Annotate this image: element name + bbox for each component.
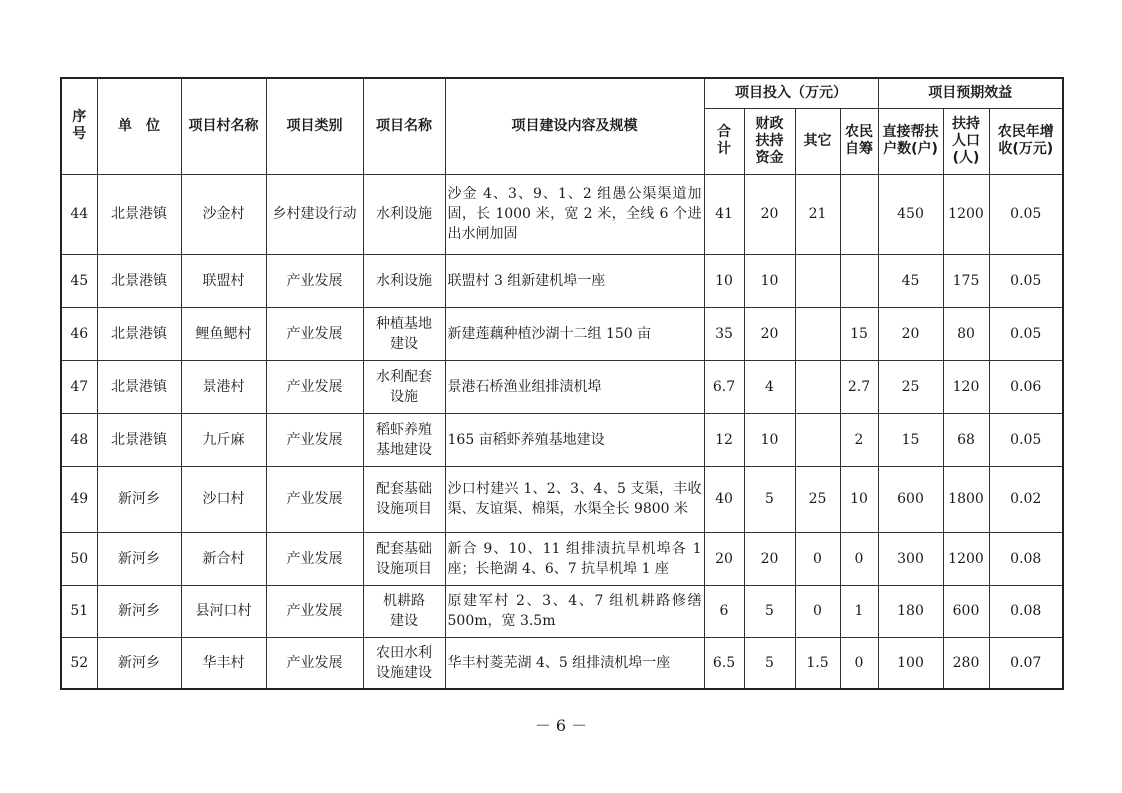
- cell-other: 1.5: [795, 637, 840, 689]
- cell-fiscal: 5: [744, 637, 795, 689]
- header-content: 项目建设内容及规模: [445, 78, 704, 174]
- cell-village: 县河口村: [181, 585, 266, 637]
- cell-fiscal: 10: [744, 413, 795, 466]
- cell-other: [795, 254, 840, 307]
- cell-total: 35: [704, 307, 744, 360]
- cell-total: 40: [704, 466, 744, 532]
- cell-total: 20: [704, 532, 744, 585]
- cell-population: 1800: [943, 466, 989, 532]
- cell-other: 21: [795, 174, 840, 254]
- cell-fiscal: 4: [744, 360, 795, 413]
- project-table: [60, 77, 1064, 690]
- cell-households: 180: [878, 585, 943, 637]
- table-row: [61, 254, 1063, 307]
- cell-content: 景港石桥渔业组排渍机埠: [445, 360, 704, 413]
- cell-population: 80: [943, 307, 989, 360]
- header-investment-group: 项目投入（万元）: [704, 78, 878, 108]
- page-number: － 6 －: [534, 716, 588, 735]
- header-population: 扶持人口(人): [943, 108, 989, 174]
- cell-seq: 50: [61, 532, 97, 585]
- cell-category: 产业发展: [266, 585, 363, 637]
- cell-category: 产业发展: [266, 532, 363, 585]
- header-seq: 序号: [61, 78, 97, 174]
- cell-unit: 新河乡: [97, 637, 181, 689]
- cell-income: 0.05: [989, 307, 1063, 360]
- cell-total: 12: [704, 413, 744, 466]
- cell-self-raised: 15: [840, 307, 878, 360]
- cell-total: 6.5: [704, 637, 744, 689]
- cell-seq: 46: [61, 307, 97, 360]
- cell-seq: 51: [61, 585, 97, 637]
- header-unit: 单 位: [97, 78, 181, 174]
- cell-households: 15: [878, 413, 943, 466]
- cell-content: 原建军村 2、3、4、7 组机耕路修缮 500m，宽 3.5m: [445, 585, 704, 637]
- header-fiscal: 财政扶持资金: [744, 108, 795, 174]
- cell-households: 450: [878, 174, 943, 254]
- cell-unit: 新河乡: [97, 585, 181, 637]
- cell-content: 联盟村 3 组新建机埠一座: [445, 254, 704, 307]
- header-households: 直接帮扶户数(户): [878, 108, 943, 174]
- table-row: [61, 307, 1063, 360]
- cell-other: [795, 360, 840, 413]
- cell-seq: 45: [61, 254, 97, 307]
- cell-name: 种植基地建设: [363, 307, 445, 360]
- cell-total: 6: [704, 585, 744, 637]
- cell-other: [795, 307, 840, 360]
- cell-income: 0.02: [989, 466, 1063, 532]
- cell-population: 280: [943, 637, 989, 689]
- cell-content: 新建莲藕种植沙湖十二组 150 亩: [445, 307, 704, 360]
- cell-content: 沙金 4、3、9、1、2 组愚公渠渠道加固，长 1000 米，宽 2 米，全线 6 个进出水闸加固: [445, 174, 704, 254]
- cell-households: 20: [878, 307, 943, 360]
- cell-content: 165 亩稻虾养殖基地建设: [445, 413, 704, 466]
- cell-village: 华丰村: [181, 637, 266, 689]
- cell-fiscal: 5: [744, 466, 795, 532]
- table-row: [61, 413, 1063, 466]
- cell-self-raised: 0: [840, 637, 878, 689]
- header-other: 其它: [795, 108, 840, 174]
- cell-name: 水利设施: [363, 174, 445, 254]
- cell-content: 沙口村建兴 1、2、3、4、5 支渠，丰收渠、友谊渠、棉渠，水渠全长 9800 米: [445, 466, 704, 532]
- cell-village: 九斤麻: [181, 413, 266, 466]
- cell-fiscal: 20: [744, 174, 795, 254]
- cell-seq: 47: [61, 360, 97, 413]
- cell-income: 0.08: [989, 585, 1063, 637]
- cell-category: 产业发展: [266, 360, 363, 413]
- cell-name: 稻虾养殖基地建设: [363, 413, 445, 466]
- header-category: 项目类别: [266, 78, 363, 174]
- cell-total: 41: [704, 174, 744, 254]
- cell-content: 华丰村菱芜湖 4、5 组排渍机埠一座: [445, 637, 704, 689]
- cell-population: 120: [943, 360, 989, 413]
- cell-fiscal: 10: [744, 254, 795, 307]
- cell-unit: 北景港镇: [97, 307, 181, 360]
- cell-self-raised: 0: [840, 532, 878, 585]
- cell-category: 产业发展: [266, 254, 363, 307]
- cell-other: 25: [795, 466, 840, 532]
- cell-households: 100: [878, 637, 943, 689]
- cell-village: 沙口村: [181, 466, 266, 532]
- cell-households: 25: [878, 360, 943, 413]
- cell-unit: 新河乡: [97, 532, 181, 585]
- cell-population: 1200: [943, 532, 989, 585]
- cell-name: 水利配套设施: [363, 360, 445, 413]
- cell-name: 水利设施: [363, 254, 445, 307]
- header-name: 项目名称: [363, 78, 445, 174]
- cell-category: 产业发展: [266, 413, 363, 466]
- cell-category: 产业发展: [266, 637, 363, 689]
- header-self-raised: 农民自筹: [840, 108, 878, 174]
- cell-self-raised: [840, 254, 878, 307]
- header-village: 项目村名称: [181, 78, 266, 174]
- cell-self-raised: 10: [840, 466, 878, 532]
- cell-total: 10: [704, 254, 744, 307]
- cell-income: 0.07: [989, 637, 1063, 689]
- cell-content: 新合 9、10、11 组排渍抗旱机埠各 1 座；长艳湖 4、6、7 抗旱机埠 1 座: [445, 532, 704, 585]
- cell-category: 产业发展: [266, 466, 363, 532]
- cell-name: 机耕路建设: [363, 585, 445, 637]
- cell-unit: 北景港镇: [97, 360, 181, 413]
- cell-households: 45: [878, 254, 943, 307]
- table-row: [61, 466, 1063, 532]
- cell-seq: 52: [61, 637, 97, 689]
- cell-population: 600: [943, 585, 989, 637]
- cell-population: 1200: [943, 174, 989, 254]
- table-row: [61, 360, 1063, 413]
- table-row: [61, 585, 1063, 637]
- header-total: 合计: [704, 108, 744, 174]
- cell-unit: 北景港镇: [97, 413, 181, 466]
- cell-income: 0.08: [989, 532, 1063, 585]
- cell-name: 农田水利设施建设: [363, 637, 445, 689]
- cell-unit: 北景港镇: [97, 174, 181, 254]
- cell-fiscal: 20: [744, 307, 795, 360]
- cell-other: 0: [795, 585, 840, 637]
- cell-income: 0.05: [989, 174, 1063, 254]
- cell-other: [795, 413, 840, 466]
- cell-village: 沙金村: [181, 174, 266, 254]
- header-income: 农民年增收(万元): [989, 108, 1063, 174]
- header-row-1: [61, 78, 1063, 108]
- cell-households: 600: [878, 466, 943, 532]
- cell-self-raised: [840, 174, 878, 254]
- cell-seq: 49: [61, 466, 97, 532]
- table-row: [61, 174, 1063, 254]
- cell-seq: 44: [61, 174, 97, 254]
- cell-households: 300: [878, 532, 943, 585]
- table-row: [61, 637, 1063, 689]
- cell-village: 联盟村: [181, 254, 266, 307]
- cell-self-raised: 2.7: [840, 360, 878, 413]
- cell-category: 乡村建设行动: [266, 174, 363, 254]
- cell-unit: 新河乡: [97, 466, 181, 532]
- cell-self-raised: 1: [840, 585, 878, 637]
- cell-population: 68: [943, 413, 989, 466]
- cell-village: 鲤鱼鳃村: [181, 307, 266, 360]
- cell-other: 0: [795, 532, 840, 585]
- cell-name: 配套基础设施项目: [363, 466, 445, 532]
- cell-self-raised: 2: [840, 413, 878, 466]
- cell-income: 0.05: [989, 254, 1063, 307]
- cell-total: 6.7: [704, 360, 744, 413]
- cell-name: 配套基础设施项目: [363, 532, 445, 585]
- cell-unit: 北景港镇: [97, 254, 181, 307]
- cell-seq: 48: [61, 413, 97, 466]
- cell-income: 0.05: [989, 413, 1063, 466]
- cell-income: 0.06: [989, 360, 1063, 413]
- cell-village: 景港村: [181, 360, 266, 413]
- cell-population: 175: [943, 254, 989, 307]
- cell-fiscal: 5: [744, 585, 795, 637]
- cell-village: 新合村: [181, 532, 266, 585]
- header-benefit-group: 项目预期效益: [878, 78, 1063, 108]
- cell-category: 产业发展: [266, 307, 363, 360]
- cell-fiscal: 20: [744, 532, 795, 585]
- table-row: [61, 532, 1063, 585]
